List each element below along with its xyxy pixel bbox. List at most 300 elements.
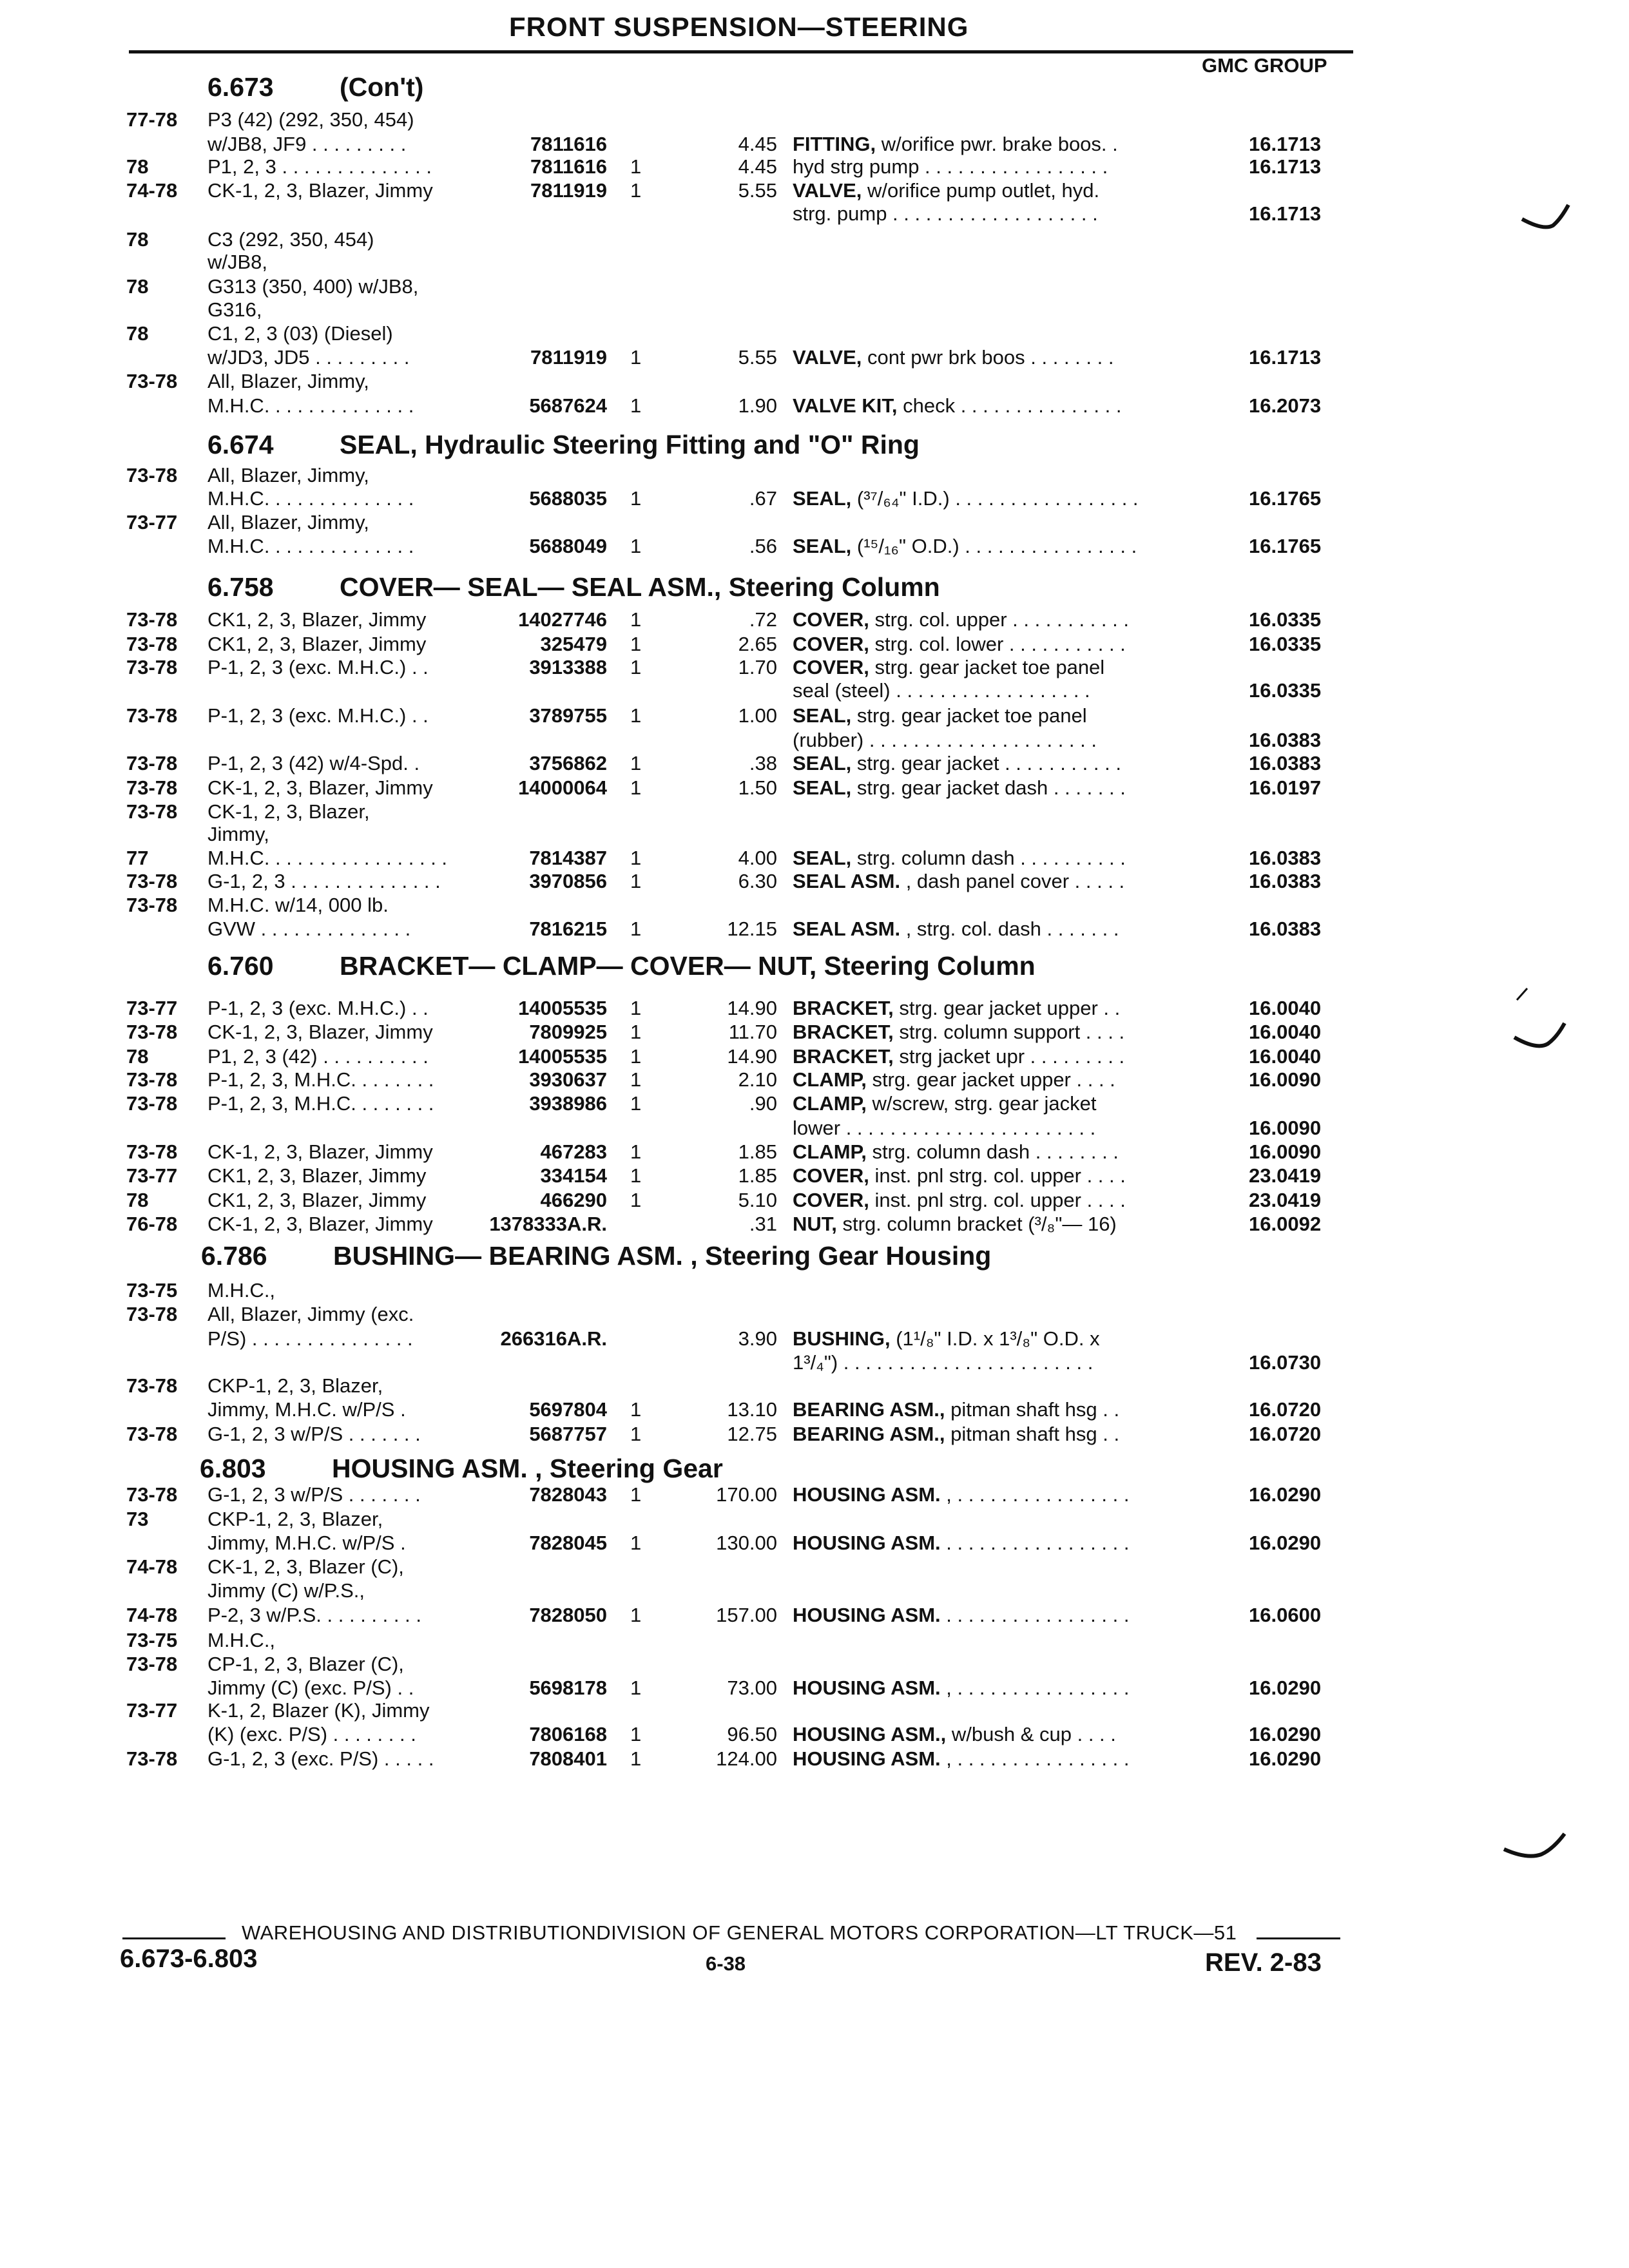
item-description	[793, 918, 1119, 941]
model-description: CK-1, 2, 3, Blazer,	[207, 800, 370, 823]
item-detail: inst. pnl strg. col. upper . . . .	[869, 1189, 1126, 1211]
quantity: 1	[630, 918, 642, 940]
item-name: CLAMP,	[793, 1140, 867, 1163]
model-description: G-1, 2, 3 (exc. P/S) . . . . .	[207, 1747, 434, 1770]
price: 1.50	[738, 776, 777, 799]
item-detail: (¹⁵/₁₆" O.D.) . . . . . . . . . . . . . . . .	[851, 535, 1137, 557]
model-description: CK-1, 2, 3, Blazer (C),	[207, 1555, 404, 1578]
item-detail: strg. col. upper . . . . . . . . . . .	[869, 608, 1129, 631]
model-description: G316,	[207, 298, 262, 321]
part-number: 7828045	[529, 1532, 607, 1554]
model-year: 73-78	[126, 1374, 178, 1397]
table-row	[0, 1747, 1629, 1773]
item-detail: . . . . . . . . . . . . . . . . .	[940, 1532, 1130, 1554]
table-row	[0, 776, 1629, 802]
model-year: 73-78	[126, 752, 178, 774]
item-description	[793, 1045, 1124, 1068]
item-detail: strg. column bracket (³/₈"— 16)	[836, 1213, 1117, 1235]
model-description: G-1, 2, 3 . . . . . . . . . . . . . .	[207, 870, 441, 892]
group-number: 16.0383	[1249, 729, 1322, 751]
item-description	[793, 729, 1097, 752]
table-row	[0, 894, 1629, 919]
part-number: 466290	[540, 1189, 607, 1211]
group-number: 16.0290	[1249, 1532, 1322, 1554]
table-row	[0, 608, 1629, 634]
model-description: All, Blazer, Jimmy (exc.	[207, 1303, 414, 1325]
price: .72	[749, 608, 777, 631]
part-number: 266316A.R.	[500, 1327, 607, 1350]
table-row	[0, 487, 1629, 513]
footer-revision: REV. 2-83	[1205, 1948, 1322, 1977]
price: 5.55	[738, 346, 777, 369]
part-number: 5698178	[529, 1677, 607, 1699]
item-description	[793, 997, 1120, 1020]
footer-rule-right	[1257, 1937, 1340, 1939]
model-year: 73-78	[126, 1021, 178, 1043]
section-number: 6.786	[201, 1241, 267, 1271]
item-detail: (rubber) . . . . . . . . . . . . . . . . . . . . .	[793, 729, 1097, 751]
item-detail: strg. gear jacket dash . . . . . . .	[851, 776, 1126, 799]
item-description	[793, 776, 1126, 800]
item-name: HOUSING ASM.	[793, 1532, 941, 1554]
item-name: SEAL ASM.	[793, 918, 901, 940]
price: 2.65	[738, 633, 777, 655]
group-number: 16.0335	[1249, 608, 1322, 631]
table-row	[0, 1508, 1629, 1533]
section-number: 6.803	[200, 1454, 266, 1483]
item-detail: lower . . . . . . . . . . . . . . . . . . . . . . .	[793, 1117, 1096, 1139]
table-row	[0, 535, 1629, 561]
quantity: 1	[630, 1604, 642, 1626]
item-detail: , . . . . . . . . . . . . . . . .	[940, 1747, 1130, 1770]
item-detail: strg. gear jacket upper . .	[893, 997, 1121, 1019]
model-description: P1, 2, 3 . . . . . . . . . . . . . .	[207, 155, 432, 178]
price: 73.00	[727, 1677, 777, 1699]
model-year: 73-75	[126, 1279, 178, 1302]
item-name: BRACKET,	[793, 1045, 894, 1068]
table-row	[0, 823, 1629, 849]
item-detail: , . . . . . . . . . . . . . . . .	[940, 1677, 1130, 1699]
item-detail: strg. gear jacket upper . . . .	[866, 1068, 1115, 1091]
table-row	[0, 1555, 1629, 1581]
item-name: BRACKET,	[793, 997, 894, 1019]
price: 4.00	[738, 847, 777, 869]
item-name: SEAL,	[793, 535, 852, 557]
group-number: 16.0040	[1249, 1045, 1322, 1068]
model-year: 78	[126, 1045, 149, 1068]
part-number: 3970856	[529, 870, 607, 892]
group-number: 16.0383	[1249, 870, 1322, 892]
table-row	[0, 228, 1629, 254]
item-detail: pitman shaft hsg . .	[945, 1423, 1120, 1445]
item-name: BUSHING,	[793, 1327, 891, 1350]
table-row	[0, 918, 1629, 943]
group-number: 16.0090	[1249, 1068, 1322, 1091]
model-description: M.H.C. . . . . . . . . . . . . . . . .	[207, 847, 448, 869]
quantity: 1	[630, 1164, 642, 1187]
quantity: 1	[630, 394, 642, 417]
item-description	[793, 1140, 1119, 1164]
table-row	[0, 1279, 1629, 1305]
model-description: G313 (350, 400) w/JB8,	[207, 275, 419, 298]
item-detail: check . . . . . . . . . . . . . . .	[897, 394, 1122, 417]
model-description: CK-1, 2, 3, Blazer, Jimmy	[207, 1140, 433, 1163]
model-description: P-1, 2, 3 (exc. M.H.C.) . .	[207, 997, 429, 1019]
item-detail: strg. column dash . . . . . . . .	[866, 1140, 1119, 1163]
model-description: P3 (42) (292, 350, 454)	[207, 108, 414, 131]
model-description: M.H.C. . . . . . . . . . . . . .	[207, 535, 414, 557]
model-description: CK1, 2, 3, Blazer, Jimmy	[207, 633, 427, 655]
part-number: 14000064	[518, 776, 607, 799]
price: 1.00	[738, 704, 777, 727]
table-row	[0, 275, 1629, 301]
section-title: COVER— SEAL— SEAL ASM., Steering Column	[340, 572, 940, 602]
group-number: 16.0383	[1249, 918, 1322, 940]
model-description: P-2, 3 w/P.S. . . . . . . . . .	[207, 1604, 421, 1626]
price: .31	[749, 1213, 777, 1235]
item-detail: , dash panel cover . . . . .	[900, 870, 1125, 892]
item-description	[793, 656, 1104, 679]
table-row	[0, 1164, 1629, 1190]
model-description: CK-1, 2, 3, Blazer, Jimmy	[207, 179, 433, 202]
item-detail: strg. column dash . . . . . . . . . .	[851, 847, 1126, 869]
model-description: M.H.C. . . . . . . . . . . . . .	[207, 487, 414, 510]
price: 2.10	[738, 1068, 777, 1091]
table-row	[0, 251, 1629, 276]
model-year: 73-75	[126, 1629, 178, 1651]
model-description: C1, 2, 3 (03) (Diesel)	[207, 322, 393, 345]
table-row	[0, 1423, 1629, 1448]
price: 4.45	[738, 155, 777, 178]
table-row	[0, 1374, 1629, 1400]
item-description	[793, 535, 1137, 558]
model-description: GVW . . . . . . . . . . . . . .	[207, 918, 411, 940]
item-name: SEAL ASM.	[793, 870, 901, 892]
part-number: 7811919	[530, 346, 607, 369]
footer-organization: WAREHOUSING AND DISTRIBUTIONDIVISION OF GENERAL MOTORS CORPORATION—LT TRUCK—51	[242, 1921, 1237, 1944]
item-name: COVER,	[793, 656, 869, 678]
group-number: 16.0290	[1249, 1723, 1322, 1745]
quantity: 1	[630, 1189, 642, 1211]
model-description: G-1, 2, 3 w/P/S . . . . . . .	[207, 1483, 421, 1506]
model-year: 77-78	[126, 108, 178, 131]
item-name: HOUSING ASM.,	[793, 1723, 947, 1745]
group-number: 16.1713	[1249, 346, 1322, 369]
quantity: 1	[630, 847, 642, 869]
quantity: 1	[630, 870, 642, 892]
model-year: 73-78	[126, 870, 178, 892]
group-number: 16.0383	[1249, 752, 1322, 774]
footer-page-number: 6-38	[706, 1952, 746, 1975]
price: .67	[749, 487, 777, 510]
item-name: SEAL,	[793, 752, 852, 774]
table-row	[0, 1483, 1629, 1509]
quantity: 1	[630, 704, 642, 727]
quantity: 1	[630, 656, 642, 678]
table-row	[0, 1699, 1629, 1725]
model-year: 73-78	[126, 1303, 178, 1325]
section-number: 6.758	[207, 572, 274, 602]
item-description	[793, 133, 1118, 156]
price: 1.85	[738, 1164, 777, 1187]
item-detail: w/orifice pump outlet, hyd.	[862, 179, 1100, 202]
group-label: GMC GROUP	[1202, 54, 1327, 77]
item-name: HOUSING ASM.	[793, 1483, 941, 1506]
model-description: Jimmy, M.H.C. w/P/S .	[207, 1398, 406, 1421]
model-description: All, Blazer, Jimmy,	[207, 370, 369, 392]
quantity: 1	[630, 535, 642, 557]
table-row	[0, 155, 1629, 181]
price: 1.85	[738, 1140, 777, 1163]
model-description: P/S) . . . . . . . . . . . . . . .	[207, 1327, 413, 1350]
item-detail: w/orifice pwr. brake boos. .	[876, 133, 1118, 155]
group-number: 16.1765	[1249, 487, 1322, 510]
price: 13.10	[727, 1398, 777, 1421]
item-detail: strg. gear jacket toe panel	[851, 704, 1087, 727]
model-description: Jimmy,	[207, 823, 269, 845]
part-number: 5687624	[529, 394, 607, 417]
model-description: CKP-1, 2, 3, Blazer,	[207, 1508, 383, 1530]
item-detail: strg. col. lower . . . . . . . . . . .	[869, 633, 1126, 655]
table-row	[0, 1068, 1629, 1094]
quantity: 1	[630, 752, 642, 774]
part-number: 5688035	[529, 487, 607, 510]
part-number: 14027746	[518, 608, 607, 631]
item-detail: strg. gear jacket . . . . . . . . . . .	[851, 752, 1121, 774]
item-description	[793, 1021, 1124, 1044]
price: .90	[749, 1092, 777, 1115]
table-row	[0, 1532, 1629, 1557]
item-name: VALVE KIT,	[793, 394, 898, 417]
part-number: 3789755	[529, 704, 607, 727]
check-mark-icon	[1521, 200, 1572, 238]
item-description	[793, 870, 1124, 893]
group-number: 16.0720	[1249, 1398, 1322, 1421]
header-rule	[129, 50, 1353, 53]
model-description: Jimmy (C) w/P.S.,	[207, 1579, 365, 1602]
group-number: 16.0040	[1249, 997, 1322, 1019]
table-row	[0, 800, 1629, 826]
quantity: 1	[630, 633, 642, 655]
model-year: 73	[126, 1508, 149, 1530]
section-heading	[201, 1241, 991, 1271]
quantity: 1	[630, 1021, 642, 1043]
item-detail: cont pwr brk boos . . . . . . . .	[862, 346, 1114, 369]
part-number: 1378333A.R.	[489, 1213, 607, 1235]
section-number: 6.673	[207, 72, 274, 102]
section-heading	[200, 1454, 723, 1484]
section-title: HOUSING ASM. , Steering Gear	[332, 1454, 723, 1483]
item-description	[793, 1213, 1117, 1236]
table-row	[0, 511, 1629, 537]
part-number: 7809925	[529, 1021, 607, 1043]
item-description	[793, 633, 1126, 656]
model-description: All, Blazer, Jimmy,	[207, 464, 369, 486]
item-name: SEAL,	[793, 704, 852, 727]
model-description: P-1, 2, 3, M.H.C. . . . . . . .	[207, 1092, 434, 1115]
quantity: 1	[630, 1532, 642, 1554]
group-number: 16.1765	[1249, 535, 1322, 557]
model-description: All, Blazer, Jimmy,	[207, 511, 369, 533]
item-description	[793, 394, 1121, 418]
model-year: 73-78	[126, 656, 178, 678]
price: 5.55	[738, 179, 777, 202]
table-row	[0, 1351, 1629, 1377]
check-mark-icon	[1501, 1830, 1572, 1869]
item-name: BEARING ASM.,	[793, 1398, 945, 1421]
item-description	[793, 179, 1099, 202]
model-description: Jimmy, M.H.C. w/P/S .	[207, 1532, 406, 1554]
item-detail: strg jacket upr . . . . . . . . .	[893, 1045, 1125, 1068]
model-year: 73-78	[126, 776, 178, 799]
item-name: FITTING,	[793, 133, 876, 155]
item-detail: , . . . . . . . . . . . . . . . .	[940, 1483, 1130, 1506]
model-year: 78	[126, 275, 149, 298]
table-row	[0, 997, 1629, 1023]
table-row	[0, 322, 1629, 348]
table-row	[0, 1327, 1629, 1353]
section-number: 6.760	[207, 951, 274, 981]
section-heading	[207, 951, 1036, 981]
quantity: 1	[630, 776, 642, 799]
table-row	[0, 370, 1629, 396]
table-row	[0, 1579, 1629, 1605]
price: 5.10	[738, 1189, 777, 1211]
part-number: 14005535	[518, 1045, 607, 1068]
model-year: 73-78	[126, 1423, 178, 1445]
part-number: 3913388	[529, 656, 607, 678]
model-description: P-1, 2, 3, M.H.C. . . . . . . .	[207, 1068, 434, 1091]
item-name: SEAL,	[793, 847, 852, 869]
part-number: 7811616	[530, 133, 607, 155]
group-number: 16.0730	[1249, 1351, 1322, 1374]
section-title: BRACKET— CLAMP— COVER— NUT, Steering Column	[340, 951, 1036, 981]
price: 1.90	[738, 394, 777, 417]
part-number: 334154	[540, 1164, 607, 1187]
model-year: 73-77	[126, 1699, 178, 1722]
table-row	[0, 729, 1629, 754]
model-description: w/JB8, JF9 . . . . . . . . .	[207, 133, 407, 155]
item-description	[793, 1423, 1119, 1446]
price: 11.70	[728, 1021, 777, 1043]
price: 157.00	[716, 1604, 777, 1626]
item-description	[793, 155, 1108, 178]
group-number: 16.0383	[1249, 847, 1322, 869]
part-number: 7828050	[529, 1604, 607, 1626]
model-description: M.H.C. . . . . . . . . . . . . .	[207, 394, 414, 417]
table-row	[0, 1092, 1629, 1118]
price: 4.45	[738, 133, 777, 155]
model-description: CKP-1, 2, 3, Blazer,	[207, 1374, 383, 1397]
price: 170.00	[716, 1483, 777, 1506]
section-heading	[207, 430, 920, 460]
model-description: M.H.C.,	[207, 1279, 276, 1302]
model-description: G-1, 2, 3 w/P/S . . . . . . .	[207, 1423, 421, 1445]
item-detail: strg. column support . . . .	[893, 1021, 1125, 1043]
item-detail: inst. pnl strg. col. upper . . . .	[869, 1164, 1126, 1187]
item-description	[793, 1189, 1126, 1212]
price: 14.90	[727, 1045, 777, 1068]
part-number: 467283	[540, 1140, 607, 1163]
model-year: 73-77	[126, 997, 178, 1019]
model-year: 76-78	[126, 1213, 178, 1235]
table-row	[0, 1021, 1629, 1046]
price: 3.90	[738, 1327, 777, 1350]
item-detail: (1¹/₈" I.D. x 1³/₈" O.D. x	[890, 1327, 1100, 1350]
model-year: 78	[126, 1189, 149, 1211]
group-number: 16.0040	[1249, 1021, 1322, 1043]
table-row	[0, 1629, 1629, 1655]
model-year: 73-78	[126, 370, 178, 392]
part-number: 7806168	[529, 1723, 607, 1745]
model-year: 74-78	[126, 179, 178, 202]
model-year: 73-78	[126, 464, 178, 486]
table-row	[0, 1117, 1629, 1142]
model-description: P-1, 2, 3 (exc. M.H.C.) . .	[207, 656, 429, 678]
table-row	[0, 1677, 1629, 1702]
table-row	[0, 870, 1629, 896]
part-number: 5687757	[529, 1423, 607, 1445]
group-number: 16.0197	[1249, 776, 1322, 799]
item-description	[793, 704, 1087, 727]
model-description: w/JD3, JD5 . . . . . . . . .	[207, 346, 410, 369]
group-number: 16.0092	[1249, 1213, 1322, 1235]
quantity: 1	[630, 997, 642, 1019]
item-description	[793, 1398, 1119, 1421]
group-number: 16.0090	[1249, 1117, 1322, 1139]
table-row	[0, 346, 1629, 372]
table-row	[0, 108, 1629, 134]
item-name: COVER,	[793, 633, 869, 655]
item-detail: w/screw, strg. gear jacket	[866, 1092, 1097, 1115]
part-number: 325479	[540, 633, 607, 655]
item-description	[793, 1677, 1129, 1700]
table-row	[0, 1213, 1629, 1238]
model-year: 73-78	[126, 800, 178, 823]
table-row	[0, 679, 1629, 705]
model-description: P-1, 2, 3 (exc. M.H.C.) . .	[207, 704, 429, 727]
quantity: 1	[630, 346, 642, 369]
part-number: 5688049	[529, 535, 607, 557]
item-description	[793, 1723, 1116, 1746]
model-year: 73-78	[126, 1483, 178, 1506]
group-number: 16.0290	[1249, 1747, 1322, 1770]
quantity: 1	[630, 1068, 642, 1091]
quantity: 1	[630, 1747, 642, 1770]
part-number: 7808401	[529, 1747, 607, 1770]
item-description	[793, 1351, 1093, 1374]
model-description: CK-1, 2, 3, Blazer, Jimmy	[207, 1021, 433, 1043]
item-description	[793, 1747, 1129, 1771]
item-description	[793, 1604, 1129, 1627]
quantity: 1	[630, 1677, 642, 1699]
section-title: (Con't)	[340, 72, 424, 102]
model-description: CK1, 2, 3, Blazer, Jimmy	[207, 1189, 427, 1211]
model-year: 78	[126, 155, 149, 178]
item-detail: pitman shaft hsg . .	[945, 1398, 1120, 1421]
model-description: P1, 2, 3 (42) . . . . . . . . . .	[207, 1045, 429, 1068]
model-description: M.H.C.,	[207, 1629, 276, 1651]
price: .56	[749, 535, 777, 557]
group-number: 16.1713	[1249, 133, 1322, 155]
item-description	[793, 679, 1090, 702]
table-row	[0, 1303, 1629, 1329]
item-description	[793, 847, 1126, 870]
model-year: 74-78	[126, 1555, 178, 1578]
item-detail: w/bush & cup . . . .	[946, 1723, 1116, 1745]
item-name: BEARING ASM.,	[793, 1423, 945, 1445]
quantity: 1	[630, 1723, 642, 1745]
